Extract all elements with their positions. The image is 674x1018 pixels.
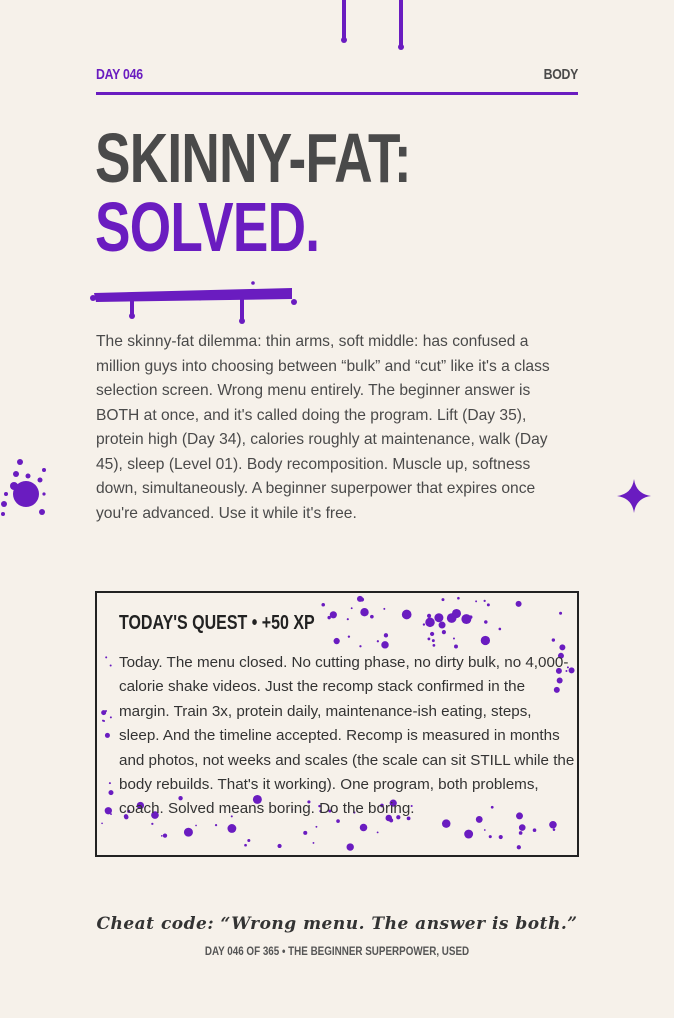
top-drips-icon: [330, 0, 420, 54]
page-title-line1: SKINNY-FAT:: [95, 119, 411, 197]
quest-title: TODAY'S QUEST • +50 XP: [119, 612, 315, 634]
cheat-code: Cheat code: “Wrong menu. The answer is both.”: [96, 914, 578, 934]
page-title-line2: SOLVED.: [95, 188, 320, 266]
quest-text: Today. The menu closed. No cutting phase, no dirty bulk, no 4,000-calorie shake videos. Just the recomp stack confirmed in the margin. Train 3x, protein daily, maintenance-ish eating, steps, sleep. And the timeline accepted. Recomp is measured in months and photos, not weeks and scales (the scale can sit STILL while the body rebuilds. That's it working). One program, both problems, coach. Solved means boring. Do the boring.: [119, 654, 575, 818]
day-label: DAY 046: [96, 66, 143, 83]
paint-splatter-icon: [0, 452, 55, 522]
body-paragraph: The skinny-fat dilemma: thin arms, soft middle: has confused a million guys into choosing between “bulk” and “cut” like it's a class selection screen. Wrong menu entirely. The beginner answer is BOTH at once, and it's called doing the program. Lift (Day 35), protein high (Day 34), calories roughly at maintenance, walk (Day 45), sleep (Level 01). Body recomposition. Muscle up, softness down, simultaneously. A beginner superpower that expires once you're advanced. Use it while it's free.: [96, 333, 550, 522]
sparkle-star-icon: [615, 477, 653, 515]
category-label: BODY: [543, 66, 578, 83]
header-rule: [96, 92, 578, 95]
paint-stroke-icon: [88, 278, 303, 328]
footer-label: DAY 046 OF 365 • THE BEGINNER SUPERPOWER, USED: [204, 944, 470, 958]
